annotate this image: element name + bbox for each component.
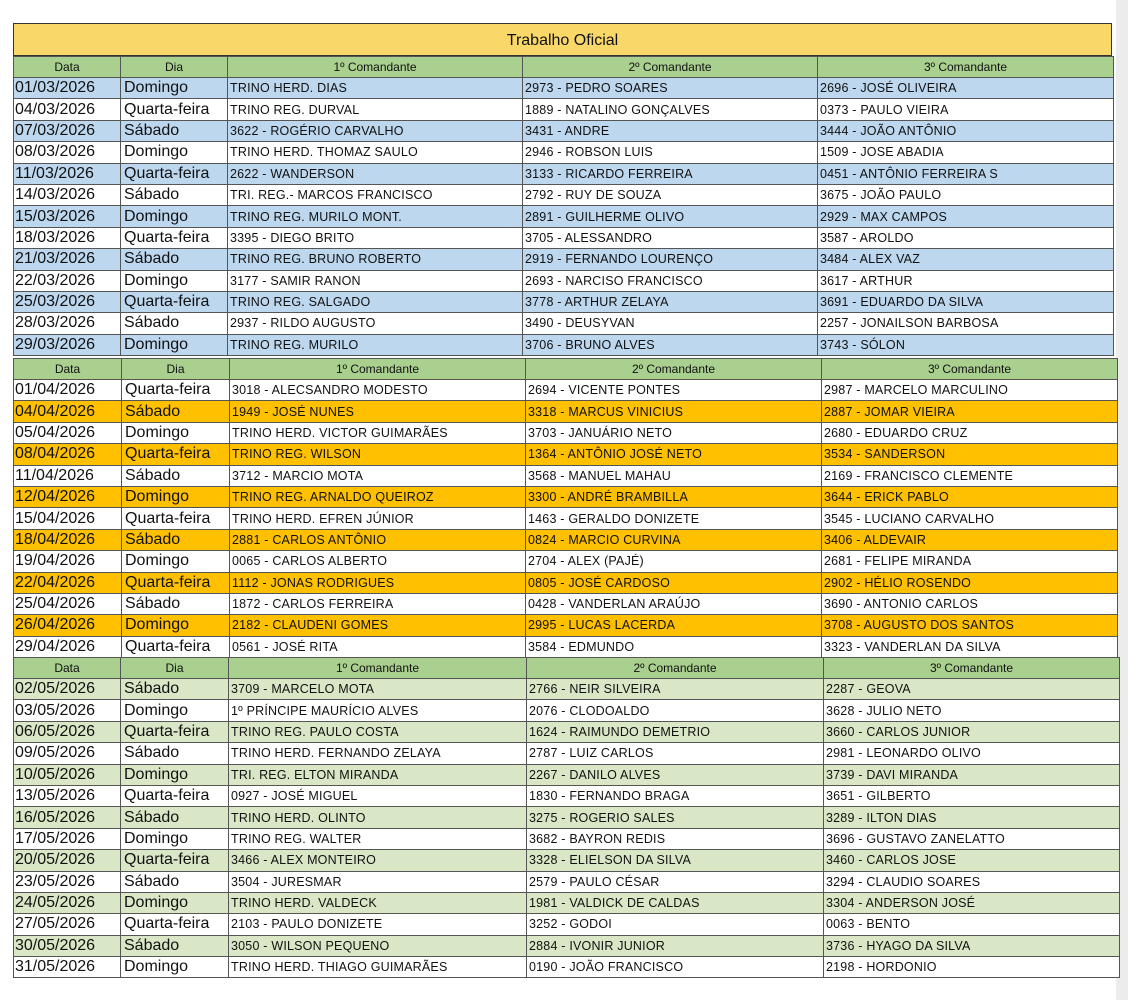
commander-2-cell: 3584 - EDMUNDO (526, 636, 822, 657)
header-day: Dia (121, 57, 228, 78)
table-row (14, 914, 1120, 935)
date-cell: 13/05/2026 (14, 785, 121, 806)
table-row (14, 636, 1118, 657)
commander-2-cell: 2995 - LUCAS LACERDA (526, 615, 822, 636)
commander-2-cell: 3568 - MANUEL MAHAU (526, 465, 822, 486)
commander-3-cell: 3460 - CARLOS JOSE (824, 850, 1120, 871)
commander-1-cell: TRINO HERD. THIAGO GUIMARÃES (229, 957, 527, 978)
commander-1-cell: 3050 - WILSON PEQUENO (229, 935, 527, 956)
table-row (14, 270, 1114, 291)
header-commander-1: 1º Comandante (229, 658, 527, 679)
table-row (14, 764, 1120, 785)
page-title: Trabalho Oficial (13, 23, 1112, 56)
date-cell: 22/04/2026 (14, 572, 122, 593)
table-row (14, 615, 1118, 636)
header-row (14, 658, 1120, 679)
commander-1-cell: 3395 - DIEGO BRITO (228, 227, 523, 248)
day-cell: Domingo (121, 957, 229, 978)
march-schedule-block (13, 56, 1113, 356)
commander-2-cell: 3778 - ARTHUR ZELAYA (523, 291, 818, 312)
table-row (14, 892, 1120, 913)
commander-2-cell: 3300 - ANDRÉ BRAMBILLA (526, 486, 822, 507)
commander-3-cell: 2887 - JOMAR VIEIRA (822, 401, 1118, 422)
table-row (14, 700, 1120, 721)
day-cell: Domingo (122, 615, 230, 636)
table-row (14, 291, 1114, 312)
commander-2-cell: 2919 - FERNANDO LOURENÇO (523, 249, 818, 270)
commander-1-cell: TRI. REG. ELTON MIRANDA (229, 764, 527, 785)
commander-3-cell: 3675 - JOÃO PAULO (818, 184, 1114, 205)
commander-3-cell: 2257 - JONAILSON BARBOSA (818, 313, 1114, 334)
day-cell: Quarta-feira (121, 163, 228, 184)
table-row (14, 227, 1114, 248)
commander-2-cell: 2973 - PEDRO SOARES (523, 78, 818, 99)
commander-1-cell: 2881 - CARLOS ANTÔNIO (230, 529, 526, 550)
commander-2-cell: 2693 - NARCISO FRANCISCO (523, 270, 818, 291)
commander-1-cell: 1º PRÍNCIPE MAURÍCIO ALVES (229, 700, 527, 721)
commander-1-cell: 1949 - JOSÉ NUNES (230, 401, 526, 422)
day-cell: Quarta-feira (122, 572, 230, 593)
march-table (13, 56, 1114, 356)
commander-1-cell: TRINO REG. BRUNO ROBERTO (228, 249, 523, 270)
table-row (14, 828, 1120, 849)
commander-1-cell: TRINO REG. DURVAL (228, 99, 523, 120)
date-cell: 04/04/2026 (14, 401, 122, 422)
commander-2-cell: 2076 - CLODOALDO (527, 700, 824, 721)
table-row (14, 99, 1114, 120)
commander-2-cell: 3275 - ROGERIO SALES (527, 807, 824, 828)
commander-3-cell: 3294 - CLAUDIO SOARES (824, 871, 1120, 892)
date-cell: 15/04/2026 (14, 508, 122, 529)
commander-3-cell: 3289 - ILTON DIAS (824, 807, 1120, 828)
header-commander-1: 1º Comandante (228, 57, 523, 78)
date-cell: 22/03/2026 (14, 270, 121, 291)
day-cell: Domingo (121, 334, 228, 355)
commander-1-cell: TRINO HERD. DIAS (228, 78, 523, 99)
commander-2-cell: 3133 - RICARDO FERREIRA (523, 163, 818, 184)
commander-2-cell: 0805 - JOSÉ CARDOSO (526, 572, 822, 593)
commander-3-cell: 0063 - BENTO (824, 914, 1120, 935)
commander-2-cell: 2792 - RUY DE SOUZA (523, 184, 818, 205)
table-row (14, 380, 1118, 401)
commander-1-cell: TRINO HERD. VALDECK (229, 892, 527, 913)
commander-3-cell: 3484 - ALEX VAZ (818, 249, 1114, 270)
commander-1-cell: 0065 - CARLOS ALBERTO (230, 551, 526, 572)
day-cell: Domingo (122, 551, 230, 572)
commander-1-cell: 0927 - JOSÉ MIGUEL (229, 785, 527, 806)
table-row (14, 593, 1118, 614)
table-row (14, 422, 1118, 443)
date-cell: 11/04/2026 (14, 465, 122, 486)
date-cell: 31/05/2026 (14, 957, 121, 978)
commander-3-cell: 3660 - CARLOS JUNIOR (824, 721, 1120, 742)
header-day: Dia (122, 359, 230, 380)
commander-2-cell: 2787 - LUIZ CARLOS (527, 743, 824, 764)
commander-1-cell: 2103 - PAULO DONIZETE (229, 914, 527, 935)
date-cell: 08/04/2026 (14, 444, 122, 465)
commander-3-cell: 2681 - FELIPE MIRANDA (822, 551, 1118, 572)
day-cell: Quarta-feira (121, 914, 229, 935)
header-commander-3: 3º Comandante (822, 359, 1118, 380)
commander-3-cell: 3617 - ARTHUR (818, 270, 1114, 291)
date-cell: 21/03/2026 (14, 249, 121, 270)
day-cell: Quarta-feira (122, 636, 230, 657)
commander-2-cell: 3318 - MARCUS VINICIUS (526, 401, 822, 422)
header-date: Data (14, 359, 122, 380)
commander-2-cell: 2884 - IVONIR JUNIOR (527, 935, 824, 956)
commander-1-cell: TRINO REG. WALTER (229, 828, 527, 849)
commander-2-cell: 0428 - VANDERLAN ARAÚJO (526, 593, 822, 614)
commander-3-cell: 2287 - GEOVA (824, 679, 1120, 700)
commander-3-cell: 0373 - PAULO VIEIRA (818, 99, 1114, 120)
commander-2-cell: 1463 - GERALDO DONIZETE (526, 508, 822, 529)
commander-1-cell: 0561 - JOSÉ RITA (230, 636, 526, 657)
commander-2-cell: 2946 - ROBSON LUIS (523, 142, 818, 163)
commander-3-cell: 3690 - ANTONIO CARLOS (822, 593, 1118, 614)
date-cell: 19/04/2026 (14, 551, 122, 572)
day-cell: Sábado (121, 184, 228, 205)
table-row (14, 465, 1118, 486)
header-row (14, 57, 1114, 78)
day-cell: Domingo (121, 892, 229, 913)
commander-2-cell: 2694 - VICENTE PONTES (526, 380, 822, 401)
commander-3-cell: 2987 - MARCELO MARCULINO (822, 380, 1118, 401)
day-cell: Quarta-feira (121, 721, 229, 742)
commander-3-cell: 0451 - ANTÔNIO FERREIRA S (818, 163, 1114, 184)
day-cell: Quarta-feira (122, 380, 230, 401)
date-cell: 16/05/2026 (14, 807, 121, 828)
table-row (14, 721, 1120, 742)
commander-2-cell: 3706 - BRUNO ALVES (523, 334, 818, 355)
april-table (13, 358, 1118, 658)
table-row (14, 249, 1114, 270)
commander-3-cell: 2981 - LEONARDO OLIVO (824, 743, 1120, 764)
commander-2-cell: 2766 - NEIR SILVEIRA (527, 679, 824, 700)
commander-3-cell: 2198 - HORDONIO (824, 957, 1120, 978)
commander-1-cell: TRINO REG. PAULO COSTA (229, 721, 527, 742)
may-table (13, 657, 1120, 978)
commander-3-cell: 3736 - HYAGO DA SILVA (824, 935, 1120, 956)
commander-1-cell: TRINO HERD. THOMAZ SAULO (228, 142, 523, 163)
date-cell: 20/05/2026 (14, 850, 121, 871)
date-cell: 11/03/2026 (14, 163, 121, 184)
commander-1-cell: 1872 - CARLOS FERREIRA (230, 593, 526, 614)
commander-1-cell: 3466 - ALEX MONTEIRO (229, 850, 527, 871)
table-row (14, 142, 1114, 163)
commander-2-cell: 1624 - RAIMUNDO DEMETRIO (527, 721, 824, 742)
day-cell: Quarta-feira (121, 291, 228, 312)
commander-1-cell: 3177 - SAMIR RANON (228, 270, 523, 291)
table-row (14, 572, 1118, 593)
table-row (14, 334, 1114, 355)
table-row (14, 508, 1118, 529)
commander-3-cell: 3743 - SÓLON (818, 334, 1114, 355)
date-cell: 09/05/2026 (14, 743, 121, 764)
date-cell: 12/04/2026 (14, 486, 122, 507)
commander-1-cell: 3709 - MARCELO MOTA (229, 679, 527, 700)
date-cell: 24/05/2026 (14, 892, 121, 913)
commander-2-cell: 3682 - BAYRON REDIS (527, 828, 824, 849)
commander-1-cell: 3712 - MARCIO MOTA (230, 465, 526, 486)
commander-3-cell: 3323 - VANDERLAN DA SILVA (822, 636, 1118, 657)
day-cell: Domingo (122, 486, 230, 507)
day-cell: Domingo (121, 142, 228, 163)
table-row (14, 184, 1114, 205)
commander-2-cell: 3490 - DEUSYVAN (523, 313, 818, 334)
date-cell: 06/05/2026 (14, 721, 121, 742)
header-commander-1: 1º Comandante (230, 359, 526, 380)
commander-1-cell: TRINO HERD. VICTOR GUIMARÃES (230, 422, 526, 443)
date-cell: 25/03/2026 (14, 291, 121, 312)
table-row (14, 871, 1120, 892)
commander-3-cell: 2169 - FRANCISCO CLEMENTE (822, 465, 1118, 486)
table-row (14, 529, 1118, 550)
commander-3-cell: 3587 - AROLDO (818, 227, 1114, 248)
date-cell: 14/03/2026 (14, 184, 121, 205)
day-cell: Quarta-feira (121, 99, 228, 120)
table-row (14, 78, 1114, 99)
date-cell: 04/03/2026 (14, 99, 121, 120)
header-row (14, 359, 1118, 380)
table-row (14, 120, 1114, 141)
commander-1-cell: TRI. REG.- MARCOS FRANCISCO (228, 184, 523, 205)
date-cell: 17/05/2026 (14, 828, 121, 849)
table-row (14, 444, 1118, 465)
commander-2-cell: 1981 - VALDICK DE CALDAS (527, 892, 824, 913)
day-cell: Domingo (121, 270, 228, 291)
date-cell: 27/05/2026 (14, 914, 121, 935)
commander-1-cell: 3622 - ROGÉRIO CARVALHO (228, 120, 523, 141)
day-cell: Sábado (121, 935, 229, 956)
commander-2-cell: 2267 - DANILO ALVES (527, 764, 824, 785)
date-cell: 10/05/2026 (14, 764, 121, 785)
date-cell: 03/05/2026 (14, 700, 121, 721)
commander-2-cell: 3705 - ALESSANDRO (523, 227, 818, 248)
commander-3-cell: 3628 - JULIO NETO (824, 700, 1120, 721)
commander-3-cell: 3534 - SANDERSON (822, 444, 1118, 465)
day-cell: Sábado (122, 529, 230, 550)
commander-2-cell: 2704 - ALEX (PAJÉ) (526, 551, 822, 572)
day-cell: Quarta-feira (121, 785, 229, 806)
day-cell: Domingo (121, 206, 228, 227)
commander-2-cell: 1364 - ANTÔNIO JOSÉ NETO (526, 444, 822, 465)
table-row (14, 206, 1114, 227)
day-cell: Domingo (122, 422, 230, 443)
date-cell: 28/03/2026 (14, 313, 121, 334)
commander-1-cell: TRINO REG. MURILO (228, 334, 523, 355)
commander-2-cell: 3703 - JANUÁRIO NETO (526, 422, 822, 443)
day-cell: Sábado (121, 807, 229, 828)
header-day: Dia (121, 658, 229, 679)
day-cell: Sábado (122, 401, 230, 422)
commander-2-cell: 3328 - ELIELSON DA SILVA (527, 850, 824, 871)
commander-3-cell: 2902 - HÉLIO ROSENDO (822, 572, 1118, 593)
commander-2-cell: 1830 - FERNANDO BRAGA (527, 785, 824, 806)
commander-3-cell: 3708 - AUGUSTO DOS SANTOS (822, 615, 1118, 636)
date-cell: 08/03/2026 (14, 142, 121, 163)
table-row (14, 551, 1118, 572)
commander-3-cell: 3696 - GUSTAVO ZANELATTO (824, 828, 1120, 849)
commander-3-cell: 3691 - EDUARDO DA SILVA (818, 291, 1114, 312)
day-cell: Domingo (121, 764, 229, 785)
day-cell: Sábado (121, 871, 229, 892)
date-cell: 30/05/2026 (14, 935, 121, 956)
commander-1-cell: 1112 - JONAS RODRIGUES (230, 572, 526, 593)
day-cell: Sábado (121, 249, 228, 270)
header-commander-3: 3º Comandante (818, 57, 1114, 78)
commander-3-cell: 2696 - JOSÉ OLIVEIRA (818, 78, 1114, 99)
table-row (14, 935, 1120, 956)
table-row (14, 785, 1120, 806)
commander-3-cell: 2929 - MAX CAMPOS (818, 206, 1114, 227)
commander-2-cell: 1889 - NATALINO GONÇALVES (523, 99, 818, 120)
date-cell: 29/04/2026 (14, 636, 122, 657)
table-row (14, 957, 1120, 978)
day-cell: Domingo (121, 78, 228, 99)
commander-1-cell: 2937 - RILDO AUGUSTO (228, 313, 523, 334)
commander-2-cell: 2579 - PAULO CÉSAR (527, 871, 824, 892)
header-date: Data (14, 658, 121, 679)
commander-1-cell: TRINO HERD. EFREN JÚNIOR (230, 508, 526, 529)
day-cell: Domingo (121, 700, 229, 721)
date-cell: 18/04/2026 (14, 529, 122, 550)
day-cell: Sábado (121, 743, 229, 764)
date-cell: 26/04/2026 (14, 615, 122, 636)
date-cell: 02/05/2026 (14, 679, 121, 700)
commander-3-cell: 3545 - LUCIANO CARVALHO (822, 508, 1118, 529)
commander-1-cell: TRINO REG. SALGADO (228, 291, 523, 312)
table-row (14, 807, 1120, 828)
date-cell: 05/04/2026 (14, 422, 122, 443)
commander-1-cell: 2622 - WANDERSON (228, 163, 523, 184)
date-cell: 07/03/2026 (14, 120, 121, 141)
table-row (14, 163, 1114, 184)
table-row (14, 486, 1118, 507)
table-row (14, 313, 1114, 334)
commander-1-cell: TRINO REG. ARNALDO QUEIROZ (230, 486, 526, 507)
day-cell: Sábado (122, 465, 230, 486)
table-row (14, 850, 1120, 871)
commander-2-cell: 0190 - JOÃO FRANCISCO (527, 957, 824, 978)
may-schedule-block (13, 657, 1119, 978)
commander-3-cell: 3304 - ANDERSON JOSÉ (824, 892, 1120, 913)
date-cell: 29/03/2026 (14, 334, 121, 355)
table-row (14, 743, 1120, 764)
commander-2-cell: 3252 - GODOI (527, 914, 824, 935)
day-cell: Domingo (121, 828, 229, 849)
commander-2-cell: 3431 - ANDRE (523, 120, 818, 141)
commander-1-cell: TRINO REG. WILSON (230, 444, 526, 465)
table-row (14, 401, 1118, 422)
commander-2-cell: 2891 - GUILHERME OLIVO (523, 206, 818, 227)
commander-3-cell: 2680 - EDUARDO CRUZ (822, 422, 1118, 443)
commander-1-cell: 3504 - JURESMAR (229, 871, 527, 892)
day-cell: Quarta-feira (121, 850, 229, 871)
commander-1-cell: TRINO REG. MURILO MONT. (228, 206, 523, 227)
day-cell: Sábado (121, 313, 228, 334)
date-cell: 01/04/2026 (14, 380, 122, 401)
day-cell: Sábado (121, 120, 228, 141)
commander-1-cell: TRINO HERD. FERNANDO ZELAYA (229, 743, 527, 764)
commander-3-cell: 3444 - JOÃO ANTÔNIO (818, 120, 1114, 141)
header-commander-2: 2º Comandante (523, 57, 818, 78)
header-commander-2: 2º Comandante (527, 658, 824, 679)
commander-3-cell: 3651 - GILBERTO (824, 785, 1120, 806)
header-commander-2: 2º Comandante (526, 359, 822, 380)
date-cell: 23/05/2026 (14, 871, 121, 892)
day-cell: Quarta-feira (122, 508, 230, 529)
day-cell: Sábado (121, 679, 229, 700)
day-cell: Quarta-feira (121, 227, 228, 248)
header-date: Data (14, 57, 121, 78)
commander-1-cell: 2182 - CLAUDENI GOMES (230, 615, 526, 636)
date-cell: 01/03/2026 (14, 78, 121, 99)
commander-1-cell: TRINO HERD. OLINTO (229, 807, 527, 828)
commander-3-cell: 1509 - JOSE ABADIA (818, 142, 1114, 163)
commander-3-cell: 3406 - ALDEVAIR (822, 529, 1118, 550)
commander-3-cell: 3739 - DAVI MIRANDA (824, 764, 1120, 785)
date-cell: 18/03/2026 (14, 227, 121, 248)
commander-3-cell: 3644 - ERICK PABLO (822, 486, 1118, 507)
header-commander-3: 3º Comandante (824, 658, 1120, 679)
commander-1-cell: 3018 - ALECSANDRO MODESTO (230, 380, 526, 401)
table-row (14, 679, 1120, 700)
day-cell: Quarta-feira (122, 444, 230, 465)
commander-2-cell: 0824 - MARCIO CURVINA (526, 529, 822, 550)
date-cell: 15/03/2026 (14, 206, 121, 227)
day-cell: Sábado (122, 593, 230, 614)
april-schedule-block (13, 358, 1117, 658)
date-cell: 25/04/2026 (14, 593, 122, 614)
